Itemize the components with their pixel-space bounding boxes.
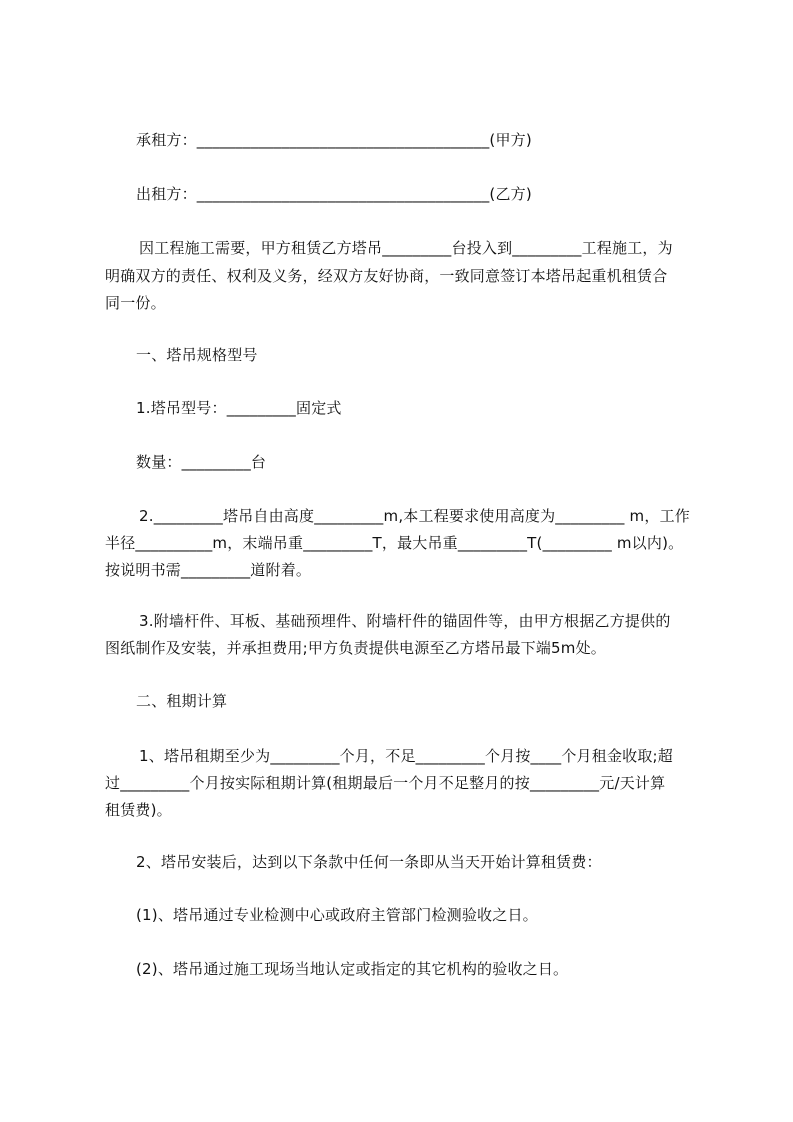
section2-sub2: (2)、塔吊通过施工现场当地认定或指定的其它机构的验收之日。 [136,960,569,978]
section1-item2-line-2: 半径__________m，末端吊重_________T，最大吊重_________T(_________ m以内)。 [105,534,684,552]
section1-item2-line-3: 按说明书需_________道附着。 [105,561,312,579]
section1-item3-line-2: 图纸制作及安装，并承担费用;甲方负责提供电源至乙方塔吊最下端5m处。 [105,639,607,657]
intro-line-2: 明确双方的责任、权利及义务，经双方友好协商，一致同意签订本塔吊起重机租赁合 [105,267,668,285]
section1-item2-line-1: 2._________塔吊自由高度_________m,本工程要求使用高度为_________ m，工作 [139,507,690,525]
section1-item1-quantity: 数量：_________台 [136,453,267,471]
section2-item2: 2、塔吊安装后，达到以下条款中任何一条即从当天开始计算租赁费： [136,853,602,871]
section1-item1-model: 1.塔吊型号：_________固定式 [136,399,342,417]
lessee-line: 承租方：______________________________________(甲方) [136,131,532,149]
section2-item1-line-1: 1、塔吊租期至少为_________个月，不足_________个月按____个月租金收取;超 [139,747,673,765]
section1-item3-line-1: 3.附墙杆件、耳板、基础预埋件、附墙杆件的锚固件等，由甲方根据乙方提供的 [139,612,671,630]
section1-heading: 一、塔吊规格型号 [136,346,258,364]
intro-line-3: 同一份。 [105,294,166,312]
lessor-line: 出租方：______________________________________(乙方) [136,185,532,203]
intro-line-1: 因工程施工需要，甲方租赁乙方塔吊_________台投入到_________工程施工，为 [139,239,673,257]
section2-sub1: (1)、塔吊通过专业检测中心或政府主管部门检测验收之日。 [136,906,538,924]
section2-item1-line-2: 过_________个月按实际租期计算(租期最后一个月不足整月的按_________元/天计算 [105,774,666,792]
section2-item1-line-3: 租赁费)。 [105,801,172,819]
section2-heading: 二、租期计算 [136,692,228,710]
